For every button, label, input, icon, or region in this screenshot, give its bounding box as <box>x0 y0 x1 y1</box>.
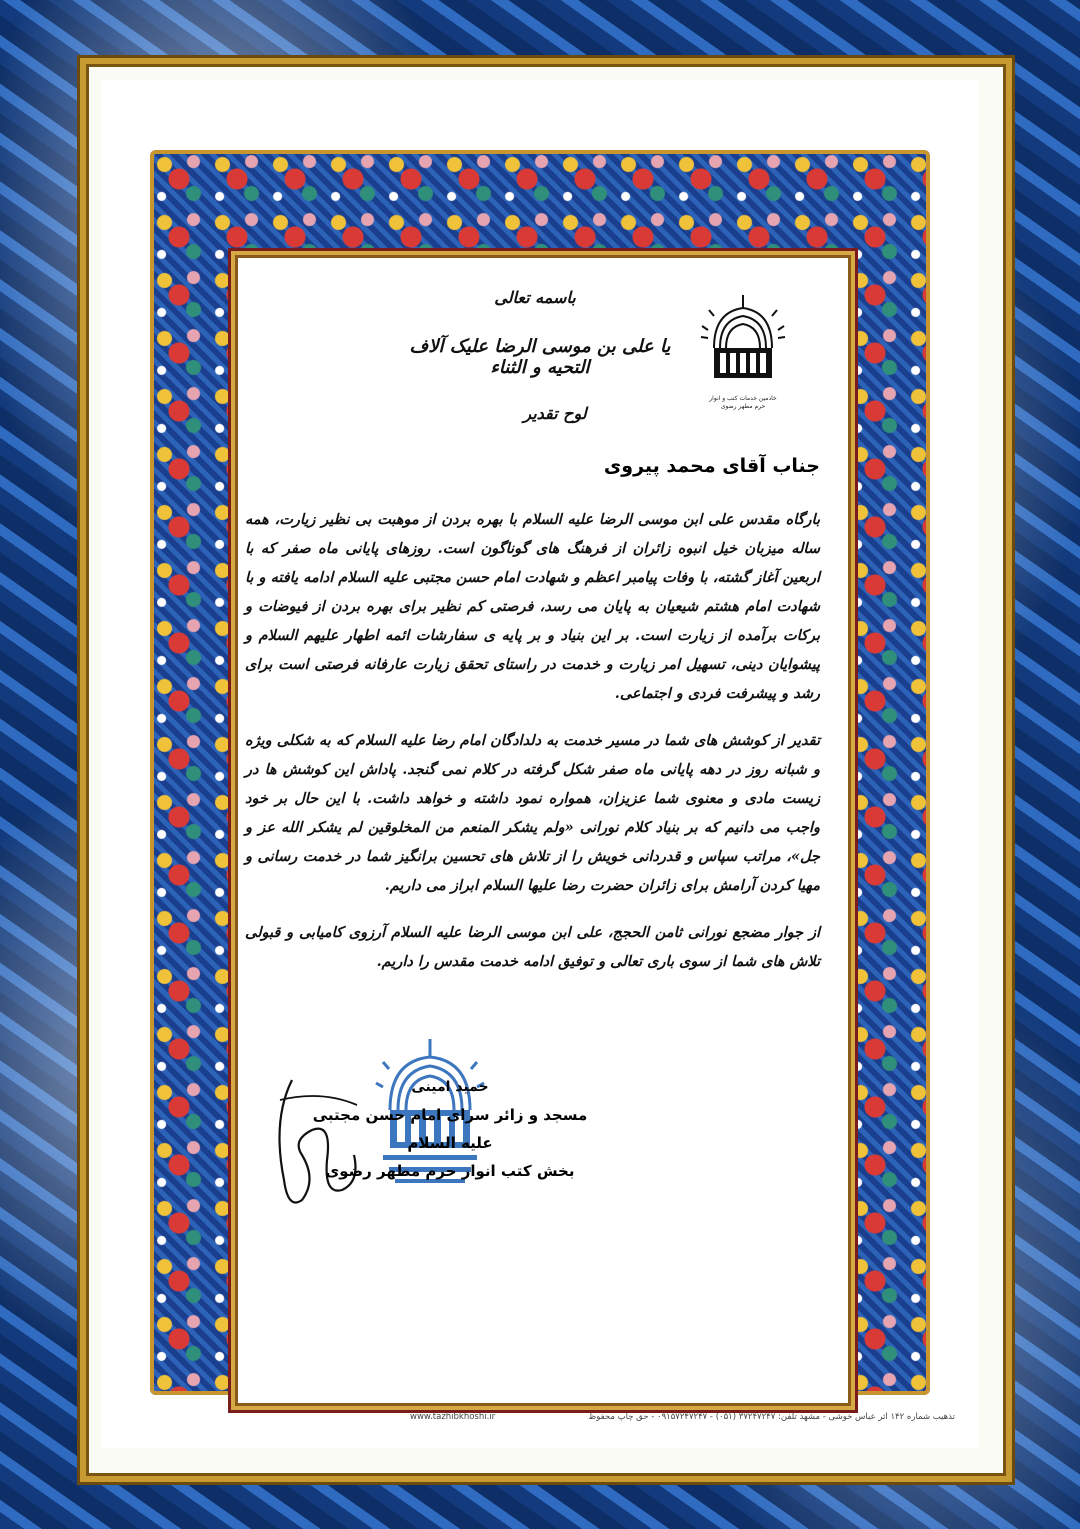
document-title: لوح تقدیر <box>523 404 587 423</box>
signer-organization: مسجد و زائر سرای امام حسن مجتبی علیه السلام <box>312 1106 588 1152</box>
body-paragraph-1: بارگاه مقدس علی ابن موسی الرضا علیه السلام با بهره بردن از موهبت بی نظیر زیارت، همه ساله میزبان خیل انبوه زائران از فرهنگ های گوناگون است. روزهای پایانی ماه صفر که با اربعین آغاز گشته، با وفات پیامبر اعظم و شهادت امام حسن مجتبی علیه السلام ادامه یافته و با شهادت امام هشتم شیعیان به پایان می رسد، فرصتی کم نظیر برای بهره بردن از فیوضات و برکات برآمده از زیارت است. بر این بنیاد و بر پایه ی سفارشات ائمه اطهار علیهم السلام و پیشوایان دینی، تسهیل امر زیارت و خدمت در راستای تحقق زیارت عارفانه فرصتی است برای رشد و پیشرفت فردی و اجتماعی. <box>245 511 820 702</box>
invocation: باسمه تعالی <box>494 288 576 307</box>
signer-name: حمید امینی <box>411 1079 489 1095</box>
recipient-name: جناب آقای محمد پیروی <box>603 455 820 477</box>
certificate-body <box>245 505 820 994</box>
body-paragraph-3: از جوار مضجع نورانی ثامن الحجج، علی ابن موسی الرضا علیه السلام آرزوی کامیابی و قبولی تلاش های شما از سوی باری تعالی و توفیق ادامه خدمت مقدس را داریم. <box>245 924 820 970</box>
footer-website: www.tazhibkhoshi.ir <box>410 1412 496 1422</box>
footer <box>410 1412 955 1422</box>
footer-publisher: تذهیب شماره ۱۴۲ اثر عباس خوشی - مشهد تلفن: ۳۷۲۴۷۲۴۷ (۰۵۱) - ۰۹۱۵۷۲۴۷۲۴۷ - حق چاپ محفوظ <box>588 1412 955 1422</box>
emblem-caption <box>700 395 786 411</box>
signer-department: بخش کتب انوار حرم مطهر رضوی <box>325 1162 575 1180</box>
emblem-caption-line2: حرم مطهر رضوی <box>720 403 766 410</box>
shrine-logo-icon <box>700 290 786 400</box>
signature-block <box>300 1073 600 1185</box>
salutation: یا علی بن موسی الرضا علیک آلاف التحیه و الثناء <box>409 336 671 378</box>
emblem-caption-line1: خادمین خدمات کتب و انوار <box>709 395 777 402</box>
body-paragraph-2: تقدیر از کوشش های شما در مسیر خدمت به دلدادگان امام رضا علیه السلام که به شکلی ویژه و شبانه روز در دهه پایانی ماه صفر شکل گرفته در کلام نمی گنجد. پاداش این کوشش ها در زیست مادی و معنوی شما عزیزان، همواره نمود داشته و خواهد داشت. با این حال بر خود واجب می دانیم که بر بنیاد کلام نورانی «ولم یشکر المنعم من المخلوقین لم یشکر الله عز و جل»، مراتب سپاس و قدردانی خویش را از تلاش های تحسین برانگیز شما در خدمت رسانی و مهیا کردن آرامش برای زائران حضرت رضا علیها السلام ابراز می داریم. <box>245 732 820 894</box>
